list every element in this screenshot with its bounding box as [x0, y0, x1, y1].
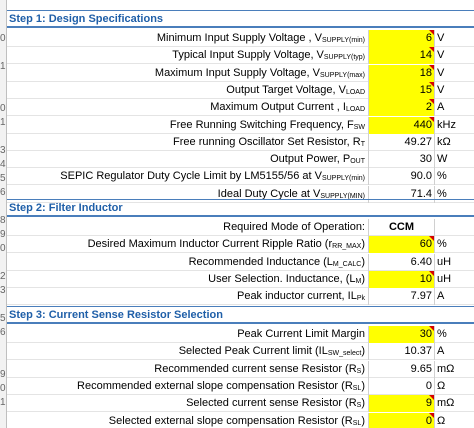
spec-label-subscript: SUPPLY(min) [321, 175, 365, 183]
unit-label: V [437, 32, 445, 44]
input-cell[interactable] [368, 395, 435, 412]
cell-value: 18 [419, 66, 432, 79]
computed-cell[interactable] [368, 134, 435, 151]
spec-label-text: Free Running Switching Frequency, F [169, 118, 354, 131]
spec-label-subscript: S [356, 367, 362, 375]
input-cell[interactable] [368, 117, 435, 134]
row-number[interactable]: 6 [0, 327, 6, 338]
spec-label-suffix: ) [361, 345, 365, 358]
spec-label-text: Output Power, P [270, 153, 351, 166]
row-number[interactable]: 1 [0, 61, 6, 72]
spec-label-subscript: SUPPLY(min) [321, 37, 365, 44]
unit-label: % [437, 328, 447, 340]
row-number[interactable]: 9 [0, 369, 6, 380]
spec-label [189, 254, 365, 271]
input-cell[interactable] [368, 65, 435, 82]
row-number[interactable]: 4 [0, 159, 6, 170]
spec-label-subscript: OUT [350, 158, 365, 166]
input-cell[interactable] [368, 271, 435, 288]
spec-label [88, 236, 365, 253]
spec-label-subscript: SUPPLY(MIN) [320, 192, 365, 200]
row-number[interactable]: 0 [0, 243, 6, 254]
spec-row [7, 151, 474, 168]
spec-label-text: Desired Maximum Inductor Current Ripple Ratio (r [87, 238, 333, 251]
spec-row [7, 117, 474, 134]
spec-label-text: Ideal Duty Cycle at V [217, 187, 321, 200]
input-cell[interactable] [368, 30, 435, 47]
spec-label-suffix: ) [361, 397, 365, 410]
cell-value: 30 [419, 153, 432, 166]
computed-cell[interactable] [368, 343, 435, 360]
row-number[interactable]: 3 [0, 145, 6, 156]
spec-label [210, 99, 365, 116]
spec-label-text: Maximum Input Supply Voltage, V [154, 66, 320, 79]
spec-label-suffix: ) [361, 379, 365, 392]
spreadsheet [7, 0, 474, 428]
spec-row [7, 378, 474, 395]
cell-value: 71.4 [410, 187, 432, 200]
spec-row [7, 47, 474, 64]
row-number[interactable]: 1 [0, 117, 6, 128]
computed-cell[interactable] [368, 361, 435, 378]
spec-label-text: Typical Input Supply Voltage, V [172, 49, 324, 62]
row-number[interactable]: 0 [0, 103, 6, 114]
computed-cell[interactable] [368, 378, 435, 395]
spec-label [172, 47, 365, 64]
computed-cell[interactable] [368, 151, 435, 168]
spec-label [186, 395, 365, 412]
cell-value: 6.40 [410, 255, 432, 268]
input-cell[interactable] [368, 326, 435, 343]
comment-indicator-icon[interactable] [429, 65, 434, 70]
row-number[interactable]: 5 [0, 313, 6, 324]
unit-label: V [437, 83, 445, 96]
spec-label-suffix: ) [361, 238, 365, 251]
spec-label [237, 326, 365, 343]
input-cell[interactable] [368, 99, 435, 116]
computed-cell[interactable] [368, 288, 435, 305]
spec-label [154, 361, 365, 378]
spec-row [7, 65, 474, 82]
spec-label [223, 219, 365, 236]
cell-value: 7.97 [410, 290, 432, 303]
unit-label: A [437, 101, 445, 114]
cell-value: 6 [425, 32, 432, 44]
comment-indicator-icon[interactable] [429, 99, 434, 104]
comment-indicator-icon[interactable] [429, 30, 434, 35]
spec-label-suffix: ) [361, 255, 365, 268]
spec-label [60, 168, 365, 185]
input-cell[interactable] [368, 82, 435, 99]
spec-label-text: Minimum Input Supply Voltage , V [156, 32, 322, 44]
cell-value: 440 [413, 118, 432, 131]
unit-label: kΩ [437, 135, 451, 148]
section-title: Step 3: Current Sense Resistor Selection [7, 307, 474, 324]
spec-label-subscript: S [356, 402, 362, 410]
row-number[interactable]: 9 [0, 229, 6, 240]
cell-value: 14 [419, 49, 432, 62]
spec-label-subscript: T [360, 140, 365, 148]
spec-label-text: Peak Current Limit Margin [237, 328, 365, 340]
spec-label-subscript: M_CALC [332, 260, 362, 268]
spec-label-text: Maximum Output Current , I [210, 101, 346, 114]
comment-indicator-icon[interactable] [429, 236, 434, 241]
spec-label-subscript: SUPPLY(typ) [323, 54, 365, 62]
spec-row [7, 271, 474, 288]
spec-label-text: Selected external slope compensation Resistor (R [108, 414, 353, 427]
spec-label [157, 30, 365, 47]
spec-label-subscript: LOAD [345, 106, 365, 114]
spec-label [155, 65, 365, 82]
unit-label: V [437, 66, 445, 79]
cell-value: CCM [388, 221, 415, 233]
spec-label-subscript: SL [352, 384, 362, 392]
row-number[interactable]: 2 [0, 271, 6, 282]
unit-label: Ω [437, 414, 446, 427]
comment-indicator-icon[interactable] [429, 413, 434, 418]
comment-indicator-icon[interactable] [429, 271, 434, 276]
cell-value: 60 [419, 238, 432, 251]
spec-label [170, 117, 365, 134]
spec-label-text: Recommended Inductance (L [188, 255, 333, 268]
unit-label: A [437, 345, 445, 358]
spec-label-subscript: SW_select [327, 350, 362, 358]
spec-label [226, 82, 365, 99]
cell-value: 9 [425, 397, 432, 410]
spec-label-subscript: M [355, 277, 362, 285]
spec-label-text: Output Target Voltage, V [226, 83, 346, 96]
unit-label: % [437, 187, 447, 200]
spec-label [179, 343, 365, 360]
cell-value: 10 [419, 272, 432, 285]
comment-indicator-icon[interactable] [429, 47, 434, 52]
spec-label-subscript: SUPPLY(max) [320, 71, 365, 79]
unit-label: mΩ [437, 397, 455, 410]
spec-row [7, 236, 474, 253]
spec-label-text: Selected Peak Current limit (IL [178, 345, 328, 358]
input-cell[interactable] [368, 236, 435, 253]
spec-label-text: Recommended current sense Resistor (R [154, 362, 357, 375]
unit-label: mΩ [437, 362, 455, 375]
spec-label-text: Selected current sense Resistor (R [186, 397, 357, 410]
section-title: Step 2: Filter Inductor [7, 200, 474, 217]
spec-label [173, 134, 365, 151]
row-number[interactable]: 0 [0, 33, 6, 44]
row-number[interactable]: 8 [0, 215, 6, 226]
unit-label: Ω [437, 379, 446, 392]
cell-value: 15 [419, 83, 432, 96]
spec-label-text: Recommended external slope compensation Resistor (R [77, 379, 353, 392]
spec-label-subscript: LOAD [345, 88, 365, 96]
spec-label [109, 413, 365, 428]
spec-label-text: Free running Oscillator Set Resistor, R [173, 135, 361, 148]
spec-label-suffix: ) [361, 362, 365, 375]
spec-row [7, 30, 474, 47]
spec-row [7, 254, 474, 271]
row-number[interactable]: 3 [0, 285, 6, 296]
spec-row [7, 99, 474, 116]
cell-value: 9.65 [410, 362, 432, 375]
spec-row [7, 343, 474, 360]
spec-row [7, 326, 474, 343]
cell-value: 0 [425, 414, 432, 427]
spec-label-subscript: RR_MAX [332, 243, 362, 251]
unit-label: A [437, 290, 445, 303]
spec-label [237, 288, 365, 305]
cell-value: 0 [425, 379, 432, 392]
spec-label [208, 271, 365, 288]
spec-label-text: User Selection. Inductance, (L [208, 272, 356, 285]
unit-label: W [437, 153, 448, 166]
spec-label-suffix: ) [361, 272, 365, 285]
spec-row [7, 134, 474, 151]
unit-label: uH [437, 272, 452, 285]
cell-value: 30 [419, 328, 432, 340]
spec-label-subscript: SL [352, 419, 362, 427]
spec-label-suffix: ) [361, 414, 365, 427]
row-number[interactable]: 0 [0, 383, 6, 394]
spec-row [7, 168, 474, 185]
comment-indicator-icon[interactable] [429, 117, 434, 122]
spec-label [77, 378, 365, 395]
input-cell[interactable] [368, 413, 435, 428]
spec-label-subscript: SW [353, 123, 365, 131]
cell-value: 90.0 [410, 170, 432, 183]
comment-indicator-icon[interactable] [429, 395, 434, 400]
spec-row [7, 288, 474, 305]
spec-row [7, 413, 474, 428]
computed-cell[interactable] [368, 254, 435, 271]
row-number[interactable]: 1 [0, 397, 6, 408]
computed-cell[interactable] [368, 219, 435, 236]
spec-label [270, 151, 365, 168]
unit-label: % [437, 170, 447, 183]
computed-cell[interactable] [368, 168, 435, 185]
unit-label: % [437, 238, 447, 251]
spec-label-subscript: Pk [356, 295, 365, 303]
comment-indicator-icon[interactable] [429, 326, 434, 331]
unit-label: kHz [437, 118, 456, 131]
cell-value: 2 [425, 101, 432, 114]
spec-label-text: Peak inductor current, IL [236, 290, 357, 303]
row-number[interactable]: 5 [0, 173, 6, 184]
unit-label: V [437, 49, 445, 62]
input-cell[interactable] [368, 47, 435, 64]
cell-value: 49.27 [404, 135, 432, 148]
row-header-column[interactable] [0, 0, 7, 428]
spec-row [7, 82, 474, 99]
spec-label-text: SEPIC Regulator Duty Cycle Limit by LM5155/56 at V [60, 170, 322, 183]
unit-label: uH [437, 255, 452, 268]
row-number[interactable]: 6 [0, 187, 6, 198]
spec-row [7, 361, 474, 378]
section-title: Step 1: Design Specifications [7, 11, 474, 28]
spec-row [7, 219, 474, 236]
spec-label-text: Required Mode of Operation: [223, 221, 365, 233]
spec-row [7, 395, 474, 412]
comment-indicator-icon[interactable] [429, 82, 434, 87]
cell-value: 10.37 [404, 345, 432, 358]
